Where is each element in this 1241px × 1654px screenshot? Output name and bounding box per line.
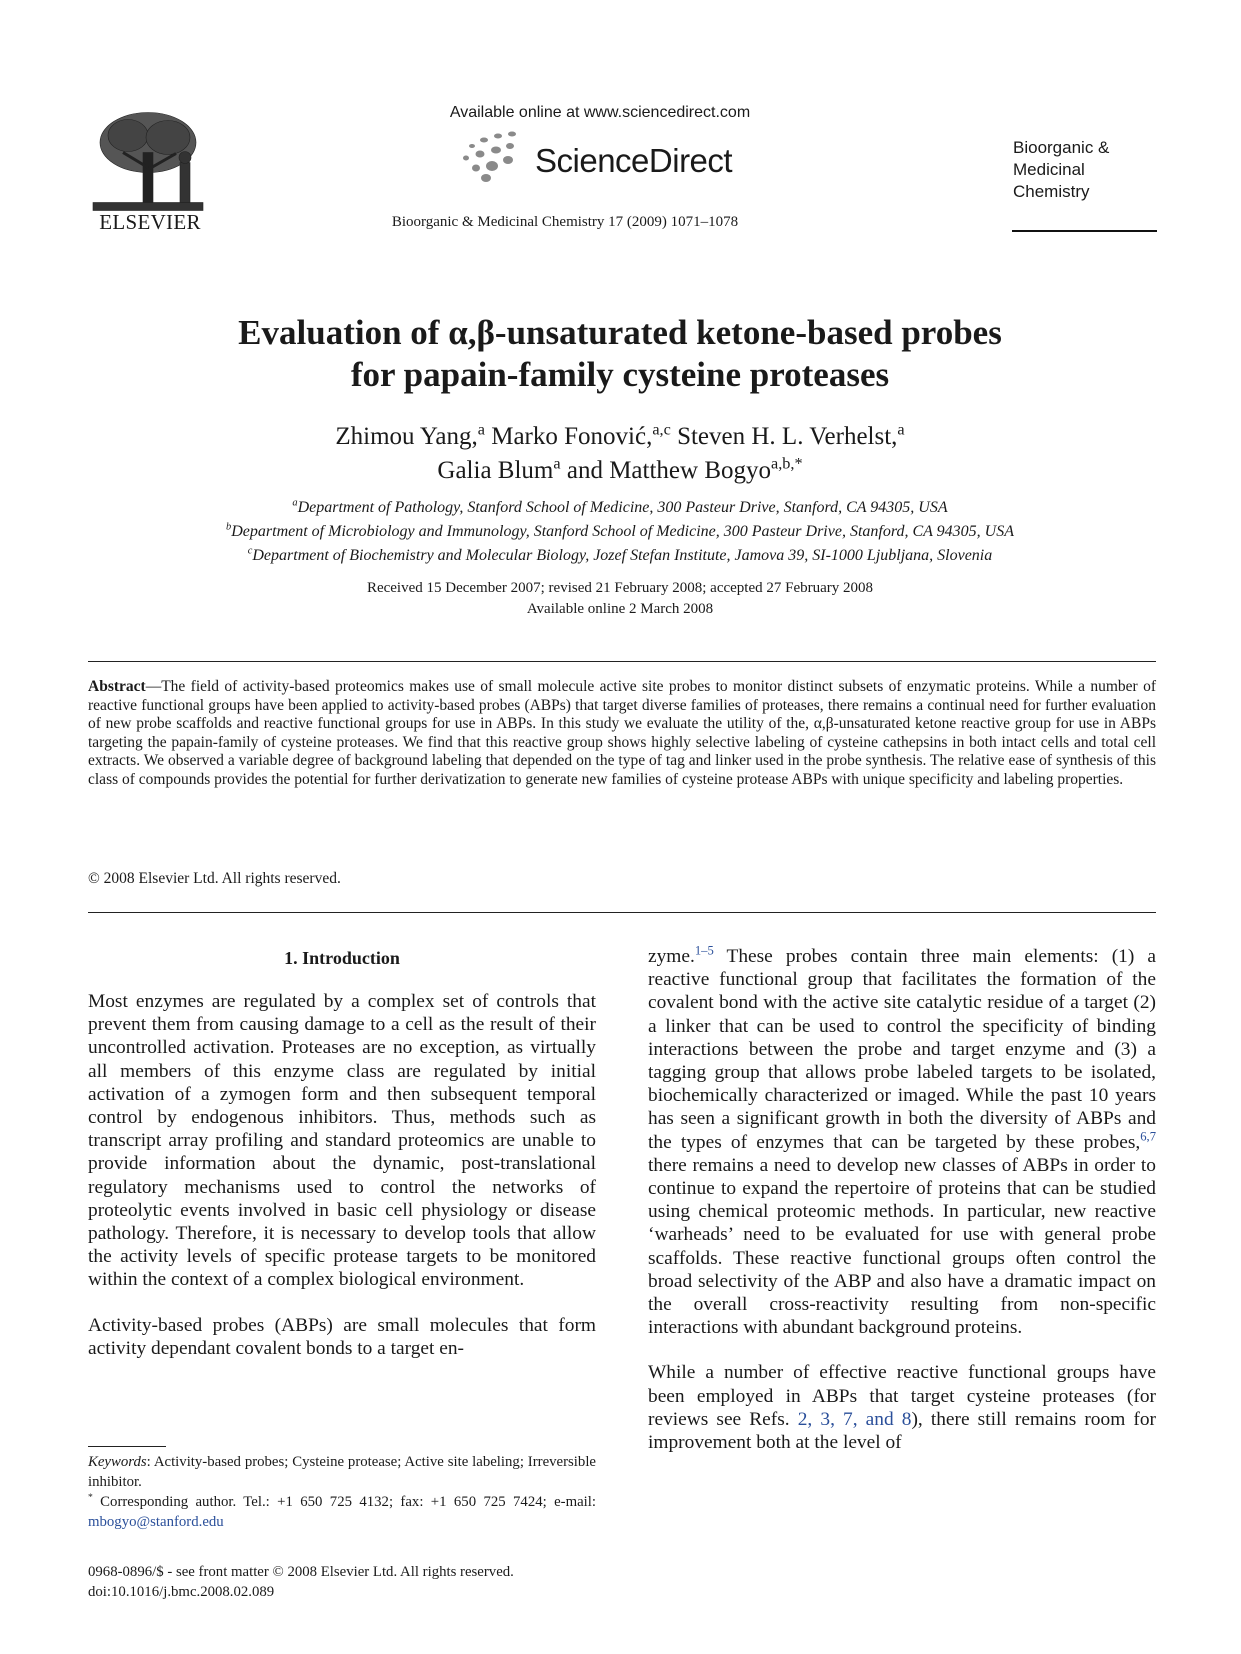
affiliation	[60, 496, 1180, 520]
corresponding-footnote	[88, 1492, 596, 1532]
body-paragraph	[648, 1361, 1156, 1454]
available-online-date: Available online 2 March 2008	[526, 601, 714, 617]
paragraph-text: zyme.	[648, 946, 695, 967]
author-name: Matthew Bogyo	[609, 457, 771, 484]
sciencedirect-wordmark: ScienceDirect	[535, 142, 733, 179]
journal-name-line: Chemistry	[1013, 182, 1090, 201]
footnotes	[88, 1452, 596, 1532]
author-name: Marko Fonović,	[491, 423, 653, 450]
author-list	[100, 420, 1140, 488]
abstract-copyright: © 2008 Elsevier Ltd. All rights reserved.	[88, 870, 341, 887]
keywords-footnote	[88, 1452, 596, 1492]
author-affiliation-mark: a	[553, 454, 561, 473]
author-line	[100, 420, 1140, 454]
section-heading: 1. Introduction	[284, 948, 400, 968]
journal-name-line: Medicinal	[1013, 160, 1085, 179]
author-name: Galia Blum	[437, 457, 554, 484]
article-title	[100, 312, 1140, 396]
author-affiliation-mark: a	[897, 420, 905, 439]
keywords-label: Keywords	[88, 1454, 147, 1470]
elsevier-tree-logo	[88, 100, 208, 225]
publisher-name: ELSEVIER	[99, 210, 201, 234]
email-link[interactable]: mbogyo@stanford.edu	[88, 1514, 224, 1530]
author-name: Steven H. L. Verhelst,	[677, 423, 898, 450]
corresponding-text: Corresponding author. Tel.: +1 650 725 4132; fax: +1 650 725 7424; e-mail:	[92, 1494, 596, 1510]
affiliation	[60, 544, 1180, 568]
paragraph-text: While a number of effective reactive functional groups have been employed in ABPs that target cysteine proteases (for reviews see Refs.	[648, 1362, 1156, 1430]
affiliation-text: Department of Microbiology and Immunology, Stanford School of Medicine, 300 Pasteur Drive, Stanford, CA 94305, USA	[231, 523, 1014, 540]
author-name: Zhimou Yang,	[335, 423, 478, 450]
affiliation-mark: b	[226, 521, 232, 533]
abstract-text: —The field of activity-based proteomics makes use of small molecule active site probes to monitor distinct subsets of enzymatic proteins. While a number of reactive functional groups have been applied to activity-based probes (ABPs) that target diverse families of proteases, there remains a continual need for further evaluation of new probe scaffolds and reactive functional groups for use in ABPs. In this study we evaluate the utility of the, α,β-unsaturated ketone reactive group for use in ABPs targeting the papain-family of cysteine proteases. We find that this reactive group shows highly selective labeling of cysteine cathepsins in both intact cells and total cell extracts. We observed a variable degree of background labeling that depended on the type of tag and linker used in the probe synthesis. The relative ease of synthesis of this class of compounds provides the potential for further derivatization to generate new families of cysteine protease ABPs with unique specificity and labeling properties.	[88, 678, 1156, 788]
author-affiliation-mark: a	[477, 420, 485, 439]
abstract-bottom-rule	[88, 912, 1156, 913]
body-column-right	[648, 945, 1156, 1476]
affiliation-list	[60, 496, 1180, 568]
citation-link[interactable]: 2, 3, 7, and 8	[797, 1408, 912, 1430]
paragraph-text: there remains a need to develop new classes of ABPs in order to continue to expand the repertoire of proteins that can be studied using chemical proteomic methods. In particular, new reactive ‘warheads’ need to be evaluated for use with general probe scaffolds. These reactive functional groups often control the broad selectivity of the ABP and also have a dramatic impact on the overall cross-reactivity resulting from non-specific interactions with abundant background proteins.	[648, 1154, 1156, 1339]
affiliation-mark: c	[247, 545, 253, 557]
article-history	[100, 578, 1140, 620]
front-matter-line: 0968-0896/$ - see front matter © 2008 Elsevier Ltd. All rights reserved.	[88, 1564, 514, 1580]
abstract-label: Abstract	[88, 678, 146, 695]
abstract	[88, 678, 1156, 790]
paragraph-text: ), there still remains room for improvement both at the level of	[648, 1408, 1156, 1454]
affiliation-mark: a	[292, 497, 298, 509]
journal-citation: Bioorganic & Medicinal Chemistry 17 (2009) 1071–1078	[391, 214, 739, 230]
front-matter-info	[88, 1562, 648, 1602]
affiliation-text: Department of Biochemistry and Molecular Biology, Jozef Stefan Institute, Jamova 39, SI-1000 Ljubljana, Slovenia	[252, 547, 993, 564]
author-affiliation-mark: a,c	[652, 420, 671, 439]
journal-rule-divider	[1012, 230, 1157, 232]
corresponding-mark: *	[88, 1492, 93, 1504]
citation-link[interactable]: 1–5	[694, 943, 714, 958]
affiliation-text: Department of Pathology, Stanford School of Medicine, 300 Pasteur Drive, Stanford, CA 94305, USA	[297, 499, 948, 516]
body-paragraph: Activity-based probes (ABPs) are small molecules that form activity dependant covalent bonds to a target en-	[88, 1314, 596, 1359]
author-affiliation-mark: a,b,*	[771, 454, 803, 473]
abstract-top-rule	[88, 661, 1156, 662]
body-paragraph	[648, 945, 1156, 1339]
received-dates: Received 15 December 2007; revised 21 February 2008; accepted 27 February 2008	[366, 580, 874, 596]
footnote-rule	[88, 1446, 166, 1447]
body-paragraph: Most enzymes are regulated by a complex set of controls that prevent them from causing damage to a cell as the result of their uncontrolled activation. Proteases are no exception, as virtually all members of this enzyme class are regulated by initial activation of a zymogen form and then subsequent temporal control by endogenous inhibitors. Thus, methods such as transcript array profiling and standard proteomics are unable to provide information about the dynamic, post-translational regulatory mechanisms used to control the networks of proteolytic events involved in basic cell physiology or disease pathology. Therefore, it is necessary to develop tools that allow the activity levels of specific protease targets to be monitored within the context of a complex biological environment.	[88, 991, 596, 1291]
citation-link[interactable]: 6,7	[1140, 1129, 1156, 1144]
doi-line: doi:10.1016/j.bmc.2008.02.089	[88, 1584, 275, 1600]
journal-name-line: Bioorganic &	[1013, 138, 1110, 157]
keywords-text: : Activity-based probes; Cysteine protease; Active site labeling; Irreversible inhibitor.	[88, 1454, 596, 1490]
available-online-note: Available online at www.sciencedirect.com	[449, 104, 751, 121]
journal-name	[1013, 137, 1153, 203]
affiliation	[60, 520, 1180, 544]
body-column-left	[88, 990, 596, 1382]
title-line: for papain-family cysteine proteases	[350, 355, 890, 394]
author-conjunction: and	[566, 457, 603, 484]
author-line	[100, 454, 1140, 488]
sciencedirect-dots-icon	[458, 130, 524, 182]
paragraph-text: These probes contain three main elements: (1) a reactive functional group that facilitates the formation of the covalent bond with the active site catalytic residue of a target (2) a linker that can be used to control the specificity of binding interactions between the probe and target enzyme and (3) a tagging group that allows probe labeled targets to be isolated, biochemically characterized or imaged. While the past 10 years has seen a significant growth in both the diversity of ABPs and the types of enzymes that can be targeted by these probes,	[648, 946, 1156, 1153]
title-line: Evaluation of α,β-unsaturated ketone-based probes	[238, 313, 1002, 352]
